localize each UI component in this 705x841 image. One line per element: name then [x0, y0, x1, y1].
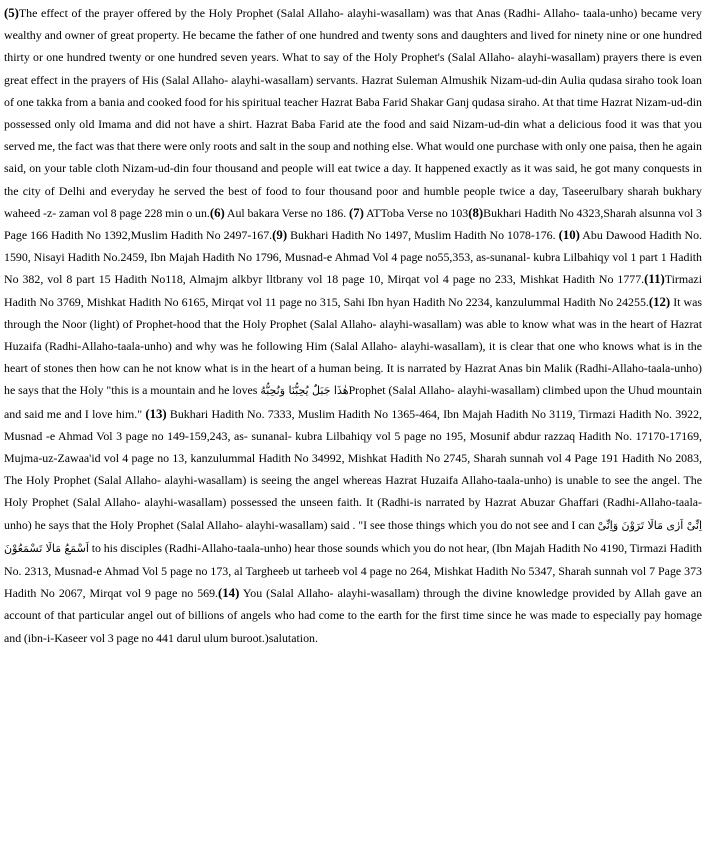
- body-text-run: You (Salal Allaho- alayhi-wasallam) through the divine knowledge provided by Allah gave an account of that particular angel out of billions of angels who had come to the earth for the first time since he was made to especially pay homage and (ibn-i-Kaseer vol 3 page no 441 darul ulum buroot.)salutation.: [4, 586, 702, 645]
- footnote-number: (7): [348, 205, 364, 220]
- body-text-run: ATToba Verse no 103: [363, 205, 469, 220]
- body-text-run: Abu Dawood Hadith No. 1590, Nisayi Hadith No.2459, Ibn Majah Hadith No 1796, Musnad-e Ahmad Vol 4 page no55,353, as-sunanal- kubra Lilbahiqy vol 1 part 1 Hadith No 382, vol 8 part 15 Hadith No118, Almajm alkbyr lltbrany vol 18 page 10, Mirqat vol 4 page no 233, Mishkat Hadith No 1777.: [4, 228, 702, 287]
- body-text-run: to his disciples (Radhi-Allaho-taala-unho) hear those sounds which you do not hear, (Ibn Majah Hadith No 4190, Tirmazi Hadith No. 2313, Musnad-e Ahmad Vol 5 page no 173, al Targheeb ut tarheeb vol 4 page no 264, Mishkat Hadith No 5347, Sharah sunnah vol 7 Page 373 Hadith No 2067, Mirqat vol 9 page no 569.: [4, 540, 702, 601]
- body-text-run: Bukhari Hadith No 1497, Muslim Hadith No 1078-176.: [287, 228, 559, 243]
- body-text-run: It was through the Noor (light) of Prophet-hood that the Holy Prophet (Salal Allaho- alayhi-wasallam) was able to know what was in the heart of Hazrat Huzaifa (Radhi-Allaho-taala-unho) and why was he following Him (Salal Allaho- alayhi-wasallam), it is clear that one who knows what is in the heart of stones then how can he not know what is in the heart of a human being. It is narrated by Hazrat Anas bin Malik (Radhi-Allaho-taala-unho) he says that the Holy "this is a mountain and he loves: [4, 294, 702, 398]
- footnote-number: (11): [644, 272, 665, 287]
- arabic-quote: اِنِّیْ اَرٰی مَالَا تَرَوْنَ وَاِنِّیْ اَسْمَعُ مَالَا تَسْمَعُوْنَ: [4, 518, 702, 555]
- body-text-run: Bukhari Hadith No 4323,Sharah alsunna vol 3 Page 166 Hadith No 1392,Muslim Hadith No 2497-167.: [4, 205, 702, 243]
- body-text-run: Bukhari Hadith No. 7333, Muslim Hadith No 1365-464, Ibn Majah Hadith No 3119, Tirmazi Hadith No. 3922, Musnad -e Ahmad Vol 3 page no 149-159,243, as- sunanal- kubra Lilbahiqy vol 5 page no 195, Mosunif abdur razzaq Hadith No. 17170-17169, Mujma-uz-Zawaa'id vol 4 page no 13, kanzulummal Hadith No 34992, Mishkat Hadith No 2745, Sharah sunnah vol 4 Page 191 Hadith No 2083, The Holy Prophet (Salal Allaho- alayhi-wasallam) is seeing the angel whereas Hazrat Huzaifa Allaho-taala-unho) is unable to see the angel. The Holy Prophet (Salal Allaho- alayhi-wasallam) possessed the unseen faith. It (Radhi-is narrated by Hazrat Abuzar Ghaffari (Radhi-Allaho-taala-unho) he says that the Holy Prophet (Salal Allaho- alayhi-wasallam) said . "I see those things which you do not see and I can: [4, 406, 702, 532]
- footnote-number: (10): [558, 228, 580, 243]
- footnote-number: (14): [218, 586, 240, 601]
- body-text-run: Tirmazi Hadith No 3769, Mishkat Hadith No 6165, Mirqat vol 11 page no 315, Sahi Ibn hyan Hadith No 2234, kanzulummal Hadith No 24255.: [4, 272, 702, 309]
- footnote-number: (13): [145, 406, 167, 421]
- body-text-run: Prophet (Salal Allaho- alayhi-wasallam) climbed upon the Uhud mountain and said me and I love him.": [4, 383, 703, 421]
- footnote-number: (8): [468, 205, 484, 220]
- body-text-run: The effect of the prayer offered by the Holy Prophet (Salal Allaho- alayhi-wasallam) was that Anas (Radhi- Allaho- taala-unho) became very wealthy and owner of great property. He became the father of one hundred and twenty sons and daughters and lived for ninety nine or one hundred thirty or one hundred twenty or one hundred seven years. What to say of the Holy Prophet's (Salal Allaho- alayhi-wasallam) prayers there is even great effect in the prayers of His (Salal Allaho- alayhi-wasallam) servants. Hazrat Suleman Almushik Nizam-ud-din Aulia qudasa siraho took loan of one takka from a bania and cooked food for his spiritual teacher Hazrat Baba Farid Shakar Ganj qudasa siraho. At that time Hazrat Nizam-ud-din possessed only old Imama and did not have a shirt. Hazrat Baba Farid ate the food and said Nizam-ud-din what a delicious food it was that you served me, the fact was that there were only roots and salt in the soup and nothing else. What would one purchase with only one paisa, then he again said, on your table cloth Nizam-ud-din four thousand and people will eat twice a day. It happened exactly as it was said, he got many conquests in the city of Delhi and everyday he served the best of food to four thousand poor and humble people twice a day, Taseerulbary sharah bukhary waheed -z- zaman vol 8 page 228 min o un.: [4, 6, 702, 220]
- footnote-number: (6): [209, 205, 225, 220]
- footnote-number: (5): [4, 6, 19, 20]
- body-text-run: Aul bakara Verse no 186.: [224, 205, 349, 220]
- footnote-number: (12): [648, 294, 671, 309]
- arabic-quote: هٰذَا جَبَلٌ يُحِبُّنَا وَنُحِبُّهُ: [260, 384, 349, 398]
- footnotes-paragraph: [4, 2, 702, 649]
- footnote-number: (9): [272, 228, 288, 243]
